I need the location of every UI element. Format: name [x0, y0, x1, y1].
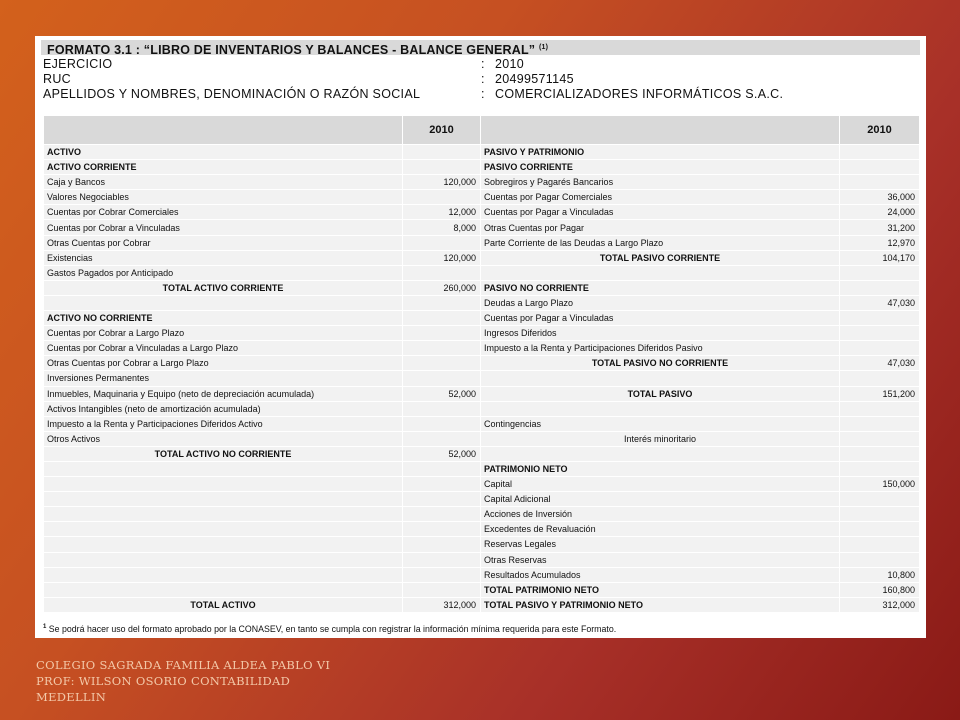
liability-label: Otras Reservas	[481, 552, 840, 567]
asset-value	[403, 507, 481, 522]
asset-label: TOTAL ACTIVO	[44, 597, 403, 612]
meta-colon: :	[481, 57, 485, 71]
meta-value: 2010	[495, 57, 525, 71]
liability-label: Sobregiros y Pagarés Bancarios	[481, 175, 840, 190]
table-row	[44, 205, 920, 220]
liability-label: Ingresos Diferidos	[481, 326, 840, 341]
asset-value	[403, 582, 481, 597]
liability-value	[840, 145, 920, 160]
asset-value	[403, 537, 481, 552]
table-row	[44, 416, 920, 431]
liability-value	[840, 492, 920, 507]
table-row	[44, 507, 920, 522]
asset-label: Inversiones Permanentes	[44, 371, 403, 386]
asset-value	[403, 311, 481, 326]
asset-label: TOTAL ACTIVO NO CORRIENTE	[44, 446, 403, 461]
asset-value	[403, 416, 481, 431]
liability-label: Cuentas por Pagar a Vinculadas	[481, 205, 840, 220]
liability-value	[840, 341, 920, 356]
asset-label	[44, 567, 403, 582]
asset-label	[44, 492, 403, 507]
table-row	[44, 431, 920, 446]
meta-colon: :	[481, 72, 485, 86]
asset-label: ACTIVO CORRIENTE	[44, 160, 403, 175]
asset-label: ACTIVO	[44, 145, 403, 160]
liability-value	[840, 461, 920, 476]
liability-value	[840, 431, 920, 446]
asset-value	[403, 567, 481, 582]
asset-value: 120,000	[403, 175, 481, 190]
asset-value	[403, 477, 481, 492]
asset-value: 52,000	[403, 446, 481, 461]
table-row	[44, 175, 920, 190]
asset-label: Existencias	[44, 250, 403, 265]
liability-label: PATRIMONIO NETO	[481, 461, 840, 476]
table-row	[44, 401, 920, 416]
liability-value: 150,000	[840, 477, 920, 492]
liability-value	[840, 326, 920, 341]
liability-label: PASIVO CORRIENTE	[481, 160, 840, 175]
asset-label: Otras Cuentas por Cobrar a Largo Plazo	[44, 356, 403, 371]
liability-label: Contingencias	[481, 416, 840, 431]
footnote	[43, 624, 616, 634]
liability-label: TOTAL PASIVO NO CORRIENTE	[481, 356, 840, 371]
liability-value: 104,170	[840, 250, 920, 265]
liability-label: Parte Corriente de las Deudas a Largo Plazo	[481, 235, 840, 250]
liability-value	[840, 280, 920, 295]
asset-value: 52,000	[403, 386, 481, 401]
liability-value	[840, 522, 920, 537]
meta-value: COMERCIALIZADORES INFORMÁTICOS S.A.C.	[495, 87, 784, 101]
liability-label: Capital Adicional	[481, 492, 840, 507]
table-row	[44, 250, 920, 265]
asset-label	[44, 537, 403, 552]
liability-label: Otras Cuentas por Pagar	[481, 220, 840, 235]
asset-label	[44, 461, 403, 476]
liability-label: Acciones de Inversión	[481, 507, 840, 522]
asset-label	[44, 522, 403, 537]
liability-label	[481, 401, 840, 416]
liability-value: 36,000	[840, 190, 920, 205]
liability-label: PASIVO NO CORRIENTE	[481, 280, 840, 295]
asset-label: Cuentas por Cobrar a Vinculadas	[44, 220, 403, 235]
asset-label: Cuentas por Cobrar a Largo Plazo	[44, 326, 403, 341]
liability-label: TOTAL PASIVO Y PATRIMONIO NETO	[481, 597, 840, 612]
liability-value	[840, 371, 920, 386]
asset-label: Valores Negociables	[44, 190, 403, 205]
asset-value	[403, 522, 481, 537]
liability-value: 151,200	[840, 386, 920, 401]
table-row	[44, 522, 920, 537]
meta-value: 20499571145	[495, 72, 574, 86]
liability-label: Capital	[481, 477, 840, 492]
meta-label: EJERCICIO	[43, 57, 113, 71]
header-blank-left	[44, 116, 403, 145]
asset-value: 312,000	[403, 597, 481, 612]
liability-label: TOTAL PASIVO CORRIENTE	[481, 250, 840, 265]
asset-value	[403, 265, 481, 280]
liability-value: 10,800	[840, 567, 920, 582]
slide-credits	[36, 657, 330, 705]
liability-value	[840, 175, 920, 190]
liability-value: 47,030	[840, 356, 920, 371]
asset-value	[403, 431, 481, 446]
liability-label: TOTAL PASIVO	[481, 386, 840, 401]
table-row	[44, 371, 920, 386]
table-row	[44, 190, 920, 205]
table-header-row	[44, 116, 920, 145]
asset-value	[403, 235, 481, 250]
asset-value	[403, 295, 481, 310]
table-row	[44, 295, 920, 310]
liability-label: Deudas a Largo Plazo	[481, 295, 840, 310]
asset-value	[403, 160, 481, 175]
table-row	[44, 311, 920, 326]
liability-label: Interés minoritario	[481, 431, 840, 446]
table-row	[44, 386, 920, 401]
asset-label: Otras Cuentas por Cobrar	[44, 235, 403, 250]
asset-value	[403, 371, 481, 386]
credit-line-city: MEDELLIN	[36, 690, 107, 704]
liability-value: 312,000	[840, 597, 920, 612]
document-title-text: FORMATO 3.1 : “LIBRO DE INVENTARIOS Y BALANCES - BALANCE GENERAL”	[47, 43, 536, 58]
table-row	[44, 537, 920, 552]
meta-label: APELLIDOS Y NOMBRES, DENOMINACIÓN O RAZÓN SOCIAL	[43, 87, 421, 101]
asset-label	[44, 507, 403, 522]
asset-label: Impuesto a la Renta y Participaciones Diferidos Activo	[44, 416, 403, 431]
document-title	[41, 40, 920, 58]
asset-label: Cuentas por Cobrar a Vinculadas a Largo Plazo	[44, 341, 403, 356]
asset-value	[403, 145, 481, 160]
asset-value	[403, 356, 481, 371]
table-row	[44, 356, 920, 371]
table-row	[44, 552, 920, 567]
asset-label: Cuentas por Cobrar Comerciales	[44, 205, 403, 220]
meta-label: RUC	[43, 72, 71, 86]
liability-label: Excedentes de Revaluación	[481, 522, 840, 537]
table-row	[44, 265, 920, 280]
liability-value	[840, 446, 920, 461]
asset-value	[403, 461, 481, 476]
liability-value: 47,030	[840, 295, 920, 310]
year-header-right: 2010	[840, 116, 920, 145]
liability-value	[840, 552, 920, 567]
title-footnote-mark: (1)	[538, 44, 549, 51]
credit-line-teacher: PROF: WILSON OSORIO CONTABILIDAD	[36, 674, 291, 688]
credit-line-school: COLEGIO SAGRADA FAMILIA ALDEA PABLO VI	[36, 658, 331, 672]
table-row	[44, 341, 920, 356]
year-header-left: 2010	[403, 116, 481, 145]
liability-label	[481, 265, 840, 280]
asset-label: Otros Activos	[44, 431, 403, 446]
liability-label: Cuentas por Pagar a Vinculadas	[481, 311, 840, 326]
asset-label: TOTAL ACTIVO CORRIENTE	[44, 280, 403, 295]
asset-value: 260,000	[403, 280, 481, 295]
asset-value: 8,000	[403, 220, 481, 235]
asset-label: Activos Intangibles (neto de amortización acumulada)	[44, 401, 403, 416]
asset-value	[403, 341, 481, 356]
asset-label	[44, 477, 403, 492]
table-row	[44, 597, 920, 612]
liability-value	[840, 160, 920, 175]
liability-value	[840, 265, 920, 280]
balance-sheet-document	[35, 36, 926, 638]
header-blank-right	[481, 116, 840, 145]
asset-label: ACTIVO NO CORRIENTE	[44, 311, 403, 326]
table-row	[44, 477, 920, 492]
asset-value	[403, 190, 481, 205]
liability-value: 160,800	[840, 582, 920, 597]
liability-value	[840, 416, 920, 431]
table-row	[44, 446, 920, 461]
asset-value: 120,000	[403, 250, 481, 265]
table-row	[44, 220, 920, 235]
table-row	[44, 492, 920, 507]
asset-value	[403, 326, 481, 341]
liability-label: Reservas Legales	[481, 537, 840, 552]
liability-label: TOTAL PATRIMONIO NETO	[481, 582, 840, 597]
asset-value: 12,000	[403, 205, 481, 220]
liability-label: Cuentas por Pagar Comerciales	[481, 190, 840, 205]
liability-label	[481, 371, 840, 386]
liability-value: 24,000	[840, 205, 920, 220]
asset-label	[44, 295, 403, 310]
liability-value	[840, 537, 920, 552]
liability-value	[840, 401, 920, 416]
asset-label	[44, 552, 403, 567]
asset-label: Caja y Bancos	[44, 175, 403, 190]
asset-value	[403, 552, 481, 567]
asset-label	[44, 582, 403, 597]
meta-colon: :	[481, 87, 485, 101]
liability-value	[840, 311, 920, 326]
liability-value: 12,970	[840, 235, 920, 250]
balance-sheet-table	[43, 115, 920, 613]
table-row	[44, 567, 920, 582]
table-row	[44, 326, 920, 341]
table-row	[44, 582, 920, 597]
asset-value	[403, 492, 481, 507]
liability-label	[481, 446, 840, 461]
asset-label: Gastos Pagados por Anticipado	[44, 265, 403, 280]
liability-label: Resultados Acumulados	[481, 567, 840, 582]
table-row	[44, 280, 920, 295]
asset-label: Inmuebles, Maquinaria y Equipo (neto de depreciación acumulada)	[44, 386, 403, 401]
liability-label: Impuesto a la Renta y Participaciones Diferidos Pasivo	[481, 341, 840, 356]
footnote-text: Se podrá hacer uso del formato aprobado por la CONASEV, en tanto se cumpla con registrar la información mínima requerida para este Formato.	[48, 624, 617, 634]
table-row	[44, 145, 920, 160]
liability-label: PASIVO Y PATRIMONIO	[481, 145, 840, 160]
table-row	[44, 235, 920, 250]
liability-value	[840, 507, 920, 522]
table-row	[44, 461, 920, 476]
footnote-mark: 1	[43, 624, 47, 631]
table-row	[44, 160, 920, 175]
asset-value	[403, 401, 481, 416]
liability-value: 31,200	[840, 220, 920, 235]
